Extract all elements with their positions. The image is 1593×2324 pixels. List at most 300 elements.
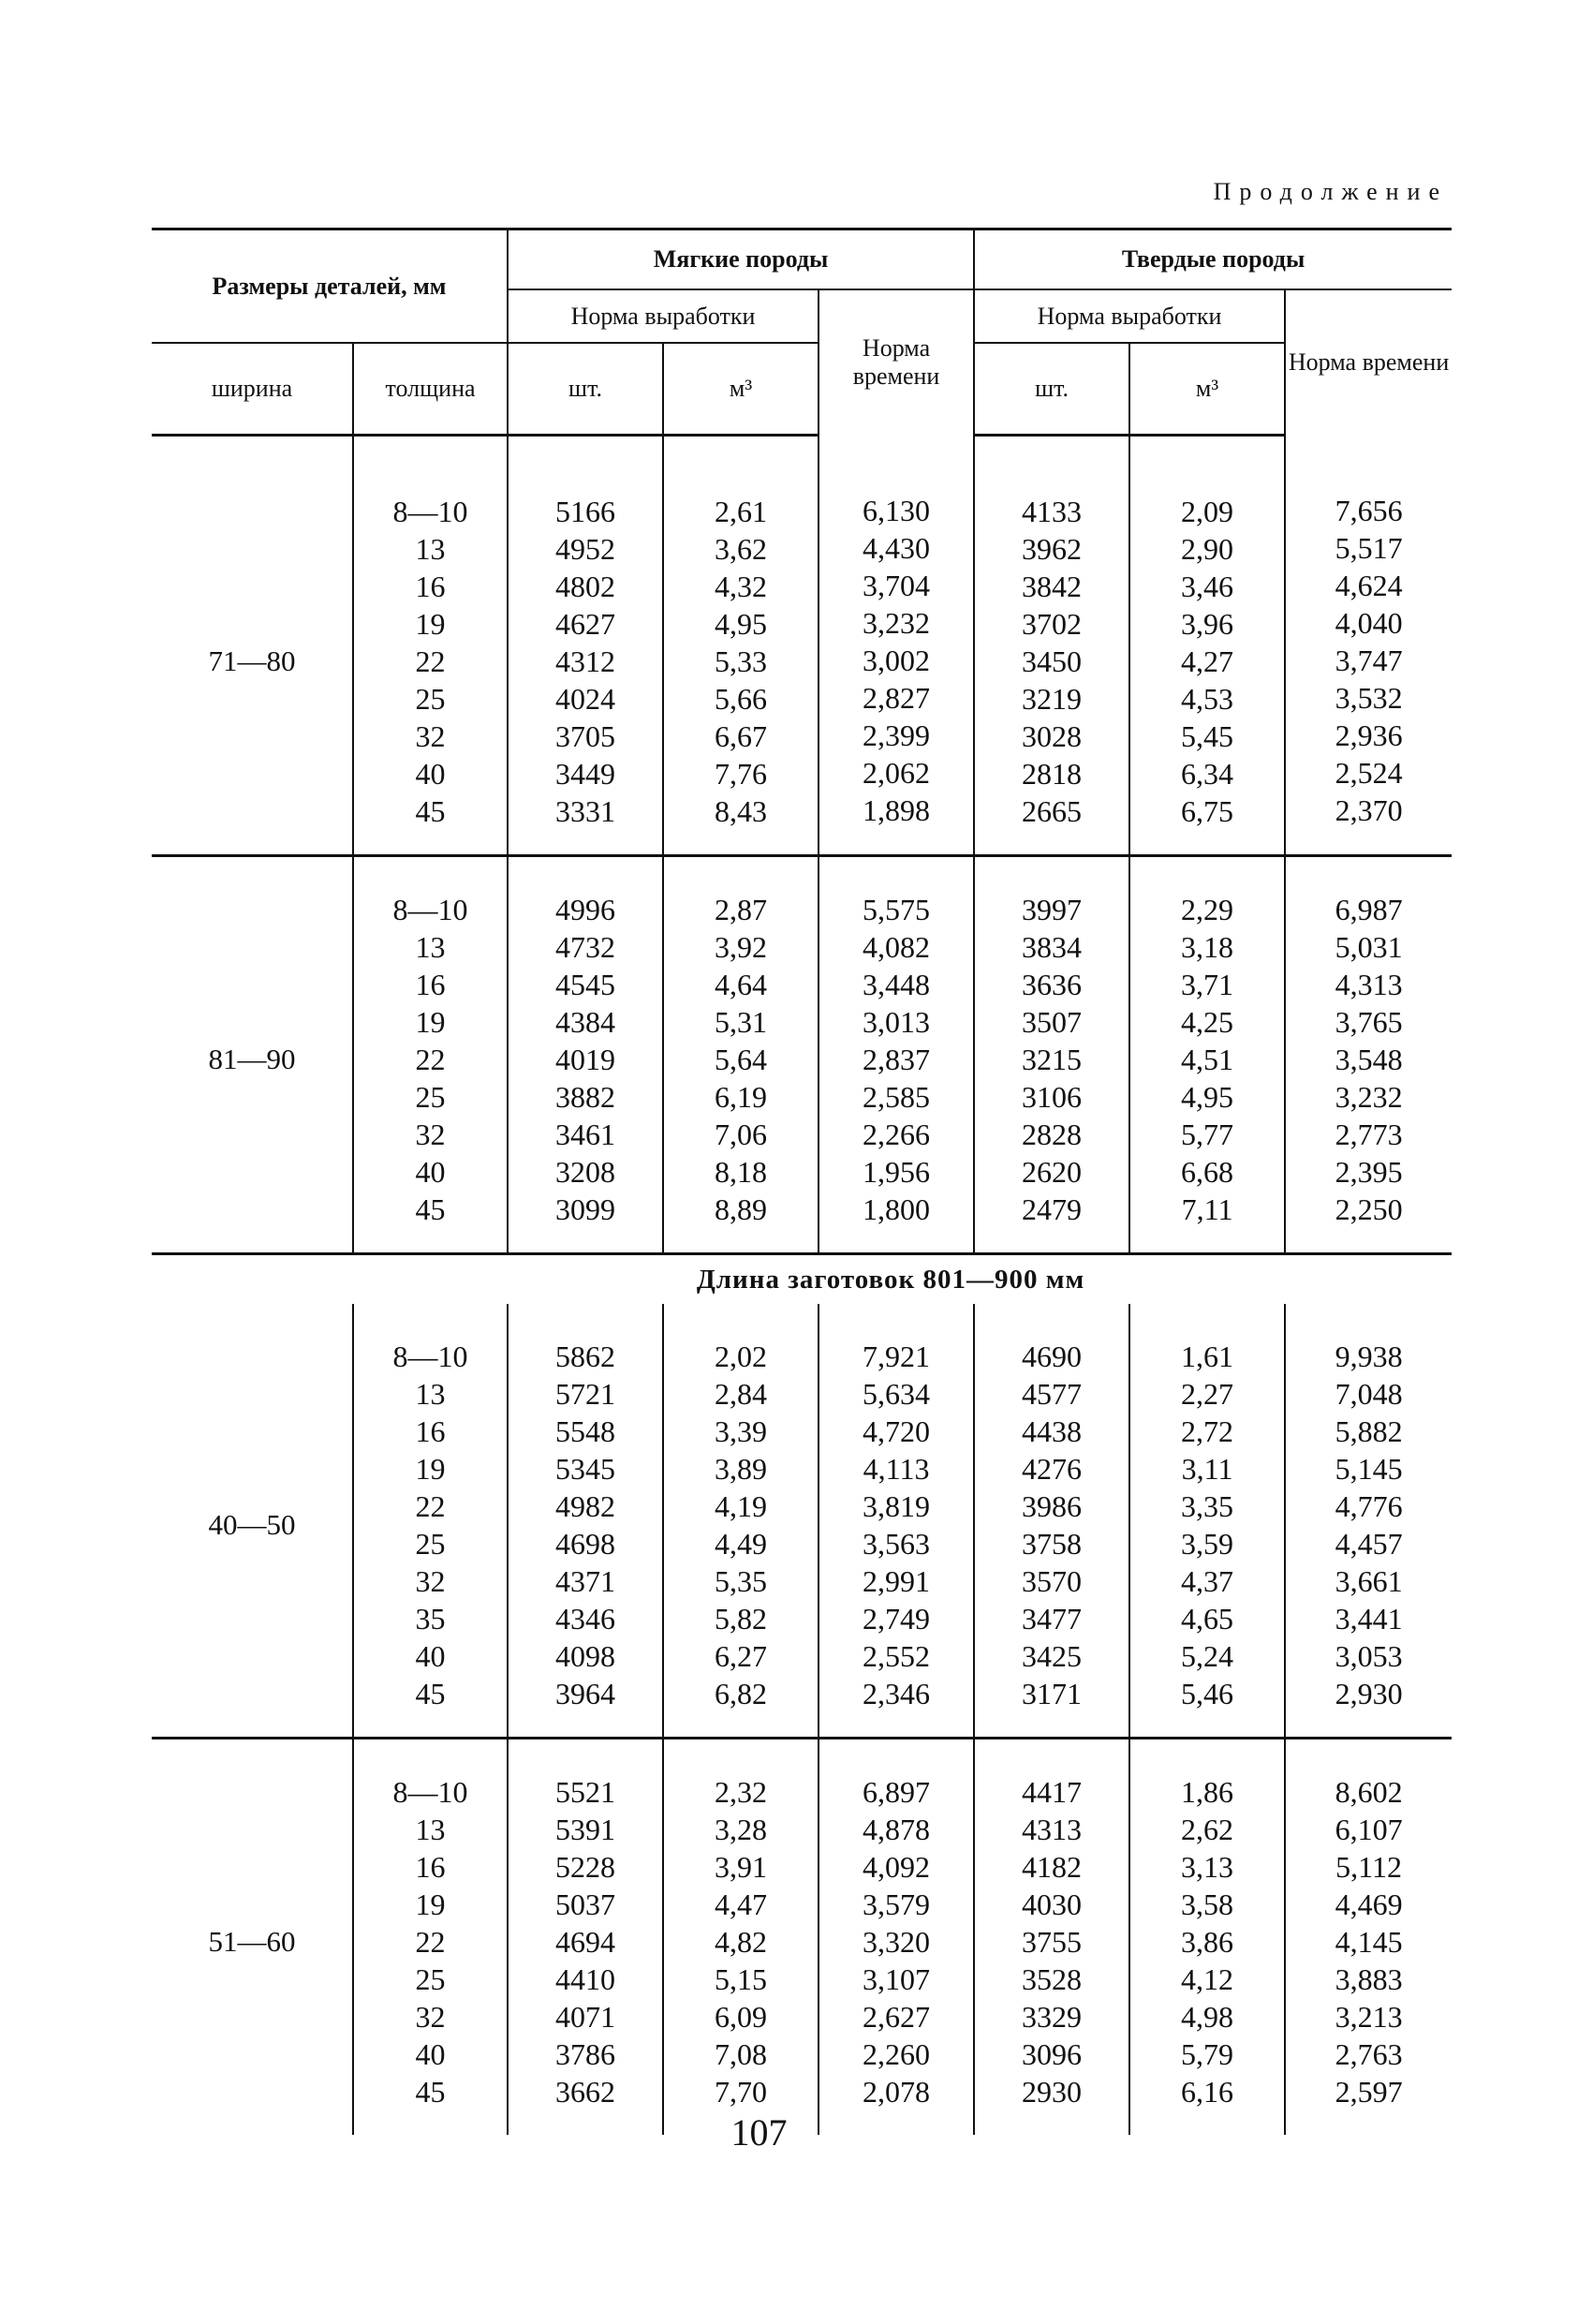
thickness-value: 16: [415, 1850, 446, 1884]
soft-time-value: 3,579: [863, 1887, 931, 1921]
hard-m3-value: 3,59: [1181, 1527, 1234, 1561]
soft-time-value: 4,092: [863, 1850, 931, 1884]
soft-time-value: 2,062: [863, 755, 931, 790]
hard-time-column: [1285, 436, 1452, 856]
hard-pcs-value: 3842: [1022, 570, 1083, 603]
soft-m3-value: 2,84: [715, 1377, 768, 1411]
hard-m3-value: 3,96: [1181, 607, 1234, 641]
hard-m3-value: 3,18: [1181, 930, 1234, 964]
soft-time-value: 4,082: [863, 930, 931, 964]
soft-m3-value: 4,47: [715, 1887, 768, 1921]
soft-m3-value: 4,32: [715, 570, 768, 603]
soft-m3-value: 3,92: [715, 930, 768, 964]
soft-time-value: 2,346: [863, 1677, 931, 1710]
hard-m3-value: 6,16: [1181, 2075, 1234, 2109]
soft-m3-value: 7,06: [715, 1118, 768, 1151]
hard-m3-value: 2,09: [1181, 495, 1234, 528]
soft-m3-value: 4,95: [715, 607, 768, 641]
hard-m3-value: 4,53: [1181, 682, 1234, 716]
hard-m3-value: 4,51: [1181, 1043, 1234, 1076]
soft-m3-value: 3,62: [715, 532, 768, 566]
soft-pcs-value: 3461: [555, 1118, 616, 1151]
hard-time-column: [1285, 857, 1452, 1254]
soft-m3-value: 5,15: [715, 1962, 768, 1996]
hard-m3-value: 6,68: [1181, 1155, 1234, 1189]
hard-time-value: 6,987: [1335, 893, 1403, 926]
hard-time-value: 4,457: [1335, 1527, 1403, 1561]
header-sizes: Размеры деталей, мм: [152, 229, 508, 344]
soft-m3-value: 6,67: [715, 719, 768, 753]
thickness-value: 8—10: [392, 893, 468, 926]
hard-m3-value: 3,46: [1181, 570, 1234, 603]
soft-m3-value: 2,02: [715, 1340, 768, 1373]
hard-time-value: 5,031: [1335, 930, 1403, 964]
soft-pcs-column: [508, 1739, 663, 2135]
soft-pcs-value: 5345: [555, 1452, 616, 1486]
thickness-value: 25: [415, 1962, 446, 1996]
hard-pcs-value: 2620: [1022, 1155, 1083, 1189]
soft-pcs-value: 3786: [555, 2037, 616, 2071]
table-block: [152, 857, 1452, 1254]
hard-time-value: 2,370: [1335, 792, 1403, 827]
thickness-column: [353, 857, 508, 1254]
table-body: [152, 436, 1452, 2136]
hard-m3-value: 2,62: [1181, 1813, 1234, 1846]
hard-pcs-value: 3450: [1022, 644, 1083, 678]
thickness-value: 13: [415, 532, 446, 566]
soft-time-value: 4,430: [863, 530, 931, 565]
hard-pcs-value: 4313: [1022, 1813, 1083, 1846]
norms-table: [152, 228, 1452, 2135]
soft-time-value: 1,956: [863, 1155, 931, 1189]
thickness-value: 25: [415, 1080, 446, 1114]
hard-time-value: 5,145: [1335, 1452, 1403, 1486]
hard-time-value: 2,773: [1335, 1118, 1403, 1151]
soft-pcs-value: 3331: [555, 794, 616, 828]
hard-time-value: 3,053: [1335, 1639, 1403, 1673]
thickness-value: 19: [415, 1887, 446, 1921]
soft-m3-value: 4,82: [715, 1925, 768, 1959]
hard-m3-column: [1129, 436, 1285, 856]
hard-pcs-value: 3219: [1022, 682, 1083, 716]
thickness-value: 16: [415, 1414, 446, 1448]
soft-m3-value: 3,28: [715, 1813, 768, 1846]
hard-time-value: 5,882: [1335, 1414, 1403, 1448]
header-hard-pcs: шт.: [974, 343, 1129, 436]
hard-m3-value: 5,77: [1181, 1118, 1234, 1151]
header-soft-m3: м³: [663, 343, 819, 436]
hard-time-column: [1285, 1739, 1452, 2135]
hard-time-value: 5,517: [1335, 530, 1403, 565]
table-block: [152, 436, 1452, 856]
thickness-value: 32: [415, 1564, 446, 1598]
soft-time-column: [819, 1304, 974, 1739]
header-hard-m3: м³: [1129, 343, 1285, 436]
soft-pcs-value: 3882: [555, 1080, 616, 1114]
soft-time-value: 3,448: [863, 968, 931, 1001]
hard-pcs-value: 3834: [1022, 930, 1083, 964]
hard-time-value: 3,232: [1335, 1080, 1403, 1114]
hard-time-value: 4,776: [1335, 1489, 1403, 1523]
hard-time-value: 3,747: [1335, 643, 1403, 677]
soft-time-value: 3,704: [863, 568, 931, 602]
thickness-value: 19: [415, 1452, 446, 1486]
hard-time-value: 2,524: [1335, 755, 1403, 790]
hard-pcs-value: 3962: [1022, 532, 1083, 566]
thickness-value: 13: [415, 1813, 446, 1846]
thickness-value: 16: [415, 570, 446, 603]
hard-m3-value: 2,29: [1181, 893, 1234, 926]
soft-time-value: 3,107: [863, 1962, 931, 1996]
soft-pcs-value: 5166: [555, 495, 616, 528]
soft-m3-value: 3,39: [715, 1414, 768, 1448]
thickness-value: 45: [415, 1677, 446, 1710]
soft-time-value: 3,320: [863, 1925, 931, 1959]
hard-pcs-value: 3997: [1022, 893, 1083, 926]
hard-pcs-value: 3702: [1022, 607, 1083, 641]
soft-m3-value: 3,91: [715, 1850, 768, 1884]
hard-m3-value: 6,34: [1181, 757, 1234, 791]
hard-pcs-value: 3215: [1022, 1043, 1083, 1076]
soft-m3-column: [663, 1739, 819, 2135]
soft-pcs-value: 4732: [555, 930, 616, 964]
hard-pcs-value: 3570: [1022, 1564, 1083, 1598]
hard-pcs-value: 4417: [1022, 1775, 1083, 1809]
hard-pcs-value: 4030: [1022, 1887, 1083, 1921]
hard-time-column: [1285, 1304, 1452, 1739]
soft-time-value: 1,800: [863, 1192, 931, 1226]
soft-m3-value: 6,27: [715, 1639, 768, 1673]
hard-m3-value: 4,65: [1181, 1602, 1234, 1636]
hard-m3-value: 3,58: [1181, 1887, 1234, 1921]
thickness-value: 25: [415, 682, 446, 716]
hard-m3-value: 1,86: [1181, 1775, 1234, 1809]
thickness-value: 22: [415, 1489, 446, 1523]
hard-pcs-value: 2665: [1022, 794, 1083, 828]
hard-time-value: 7,048: [1335, 1377, 1403, 1411]
hard-pcs-value: 4276: [1022, 1452, 1083, 1486]
soft-m3-value: 2,61: [715, 495, 768, 528]
soft-m3-value: 5,31: [715, 1005, 768, 1039]
hard-pcs-value: 4438: [1022, 1414, 1083, 1448]
hard-m3-column: [1129, 1304, 1285, 1739]
thickness-value: 8—10: [392, 1775, 468, 1809]
hard-m3-value: 5,46: [1181, 1677, 1234, 1710]
hard-pcs-value: 3507: [1022, 1005, 1083, 1039]
soft-pcs-value: 4410: [555, 1962, 616, 1996]
soft-time-value: 3,002: [863, 643, 931, 677]
thickness-value: 45: [415, 1192, 446, 1226]
soft-pcs-value: 4996: [555, 893, 616, 926]
soft-pcs-value: 3099: [555, 1192, 616, 1226]
soft-m3-value: 6,09: [715, 2000, 768, 2034]
soft-m3-value: 5,33: [715, 644, 768, 678]
page-number: 107: [730, 2111, 788, 2154]
hard-pcs-value: 2818: [1022, 757, 1083, 791]
hard-pcs-value: 2479: [1022, 1192, 1083, 1226]
soft-time-value: 4,113: [863, 1452, 930, 1486]
hard-time-value: 3,532: [1335, 680, 1403, 715]
hard-time-value: 2,395: [1335, 1155, 1403, 1189]
hard-m3-value: 2,27: [1181, 1377, 1234, 1411]
header-soft-pcs: шт.: [508, 343, 663, 436]
thickness-value: 40: [415, 2037, 446, 2071]
soft-time-value: 7,921: [863, 1340, 931, 1373]
soft-pcs-value: 3705: [555, 719, 616, 753]
hard-time-value: 2,930: [1335, 1677, 1403, 1710]
hard-m3-value: 6,75: [1181, 794, 1234, 828]
soft-pcs-value: 4071: [555, 2000, 616, 2034]
hard-pcs-value: 4182: [1022, 1850, 1083, 1884]
soft-m3-value: 8,18: [715, 1155, 768, 1189]
hard-pcs-value: 3028: [1022, 719, 1083, 753]
soft-time-value: 5,575: [863, 893, 931, 926]
hard-time-value: 4,145: [1335, 1925, 1403, 1959]
hard-time-value: 8,602: [1335, 1775, 1403, 1809]
hard-pcs-value: 4690: [1022, 1340, 1083, 1373]
hard-m3-value: 5,24: [1181, 1639, 1234, 1673]
thickness-value: 32: [415, 719, 446, 753]
soft-pcs-value: 5228: [555, 1850, 616, 1884]
soft-time-value: 3,819: [863, 1489, 931, 1523]
section-title-cell: [152, 1255, 1452, 1304]
soft-m3-value: 8,43: [715, 794, 768, 828]
hard-pcs-value: 3329: [1022, 2000, 1083, 2034]
soft-pcs-value: 5548: [555, 1414, 616, 1448]
thickness-value: 19: [415, 607, 446, 641]
soft-pcs-value: 4371: [555, 1564, 616, 1598]
hard-pcs-value: 3528: [1022, 1962, 1083, 1996]
soft-pcs-value: 4312: [555, 644, 616, 678]
soft-m3-value: 2,32: [715, 1775, 768, 1809]
hard-m3-value: 3,11: [1181, 1452, 1233, 1486]
soft-time-value: 2,585: [863, 1080, 931, 1114]
soft-time-value: 2,399: [863, 718, 931, 752]
thickness-value: 32: [415, 2000, 446, 2034]
thickness-value: 13: [415, 930, 446, 964]
soft-m3-value: 5,66: [715, 682, 768, 716]
soft-time-value: 6,130: [863, 493, 931, 527]
hard-pcs-column: [974, 1304, 1129, 1739]
hard-pcs-value: 3758: [1022, 1527, 1083, 1561]
header-width: ширина: [152, 343, 353, 436]
soft-m3-value: 4,49: [715, 1527, 768, 1561]
hard-pcs-value: 3986: [1022, 1489, 1083, 1523]
hard-pcs-value: 3171: [1022, 1677, 1083, 1710]
soft-pcs-value: 4098: [555, 1639, 616, 1673]
header-soft-output-norm: Норма выработки: [508, 289, 819, 343]
soft-pcs-value: 4627: [555, 607, 616, 641]
hard-time-value: 7,656: [1335, 493, 1403, 527]
soft-time-value: 2,627: [863, 2000, 931, 2034]
width-range: 71—80: [208, 644, 296, 677]
thickness-value: 16: [415, 968, 446, 1001]
thickness-value: 25: [415, 1527, 446, 1561]
soft-time-value: 2,078: [863, 2075, 931, 2109]
soft-pcs-value: 4952: [555, 532, 616, 566]
thickness-column: [353, 1304, 508, 1739]
soft-time-value: 1,898: [863, 792, 931, 827]
thickness-value: 22: [415, 644, 446, 678]
header-hard-time-norm: Норма времени: [1285, 289, 1452, 436]
header-soft-time-norm: Норма времени: [819, 289, 974, 436]
soft-pcs-value: 4019: [555, 1043, 616, 1076]
soft-time-value: 2,991: [863, 1564, 931, 1598]
hard-m3-column: [1129, 857, 1285, 1254]
hard-m3-column: [1129, 1739, 1285, 2135]
soft-m3-value: 6,19: [715, 1080, 768, 1114]
continuation-label: Продолжение: [1213, 178, 1448, 205]
hard-m3-value: 3,86: [1181, 1925, 1234, 1959]
soft-time-value: 2,837: [863, 1043, 931, 1076]
soft-time-value: 2,552: [863, 1639, 931, 1673]
table-block: [152, 1739, 1452, 2135]
hard-pcs-value: 3477: [1022, 1602, 1083, 1636]
thickness-value: 8—10: [392, 495, 468, 528]
thickness-value: 45: [415, 794, 446, 828]
hard-pcs-value: 2828: [1022, 1118, 1083, 1151]
hard-time-value: 5,112: [1335, 1850, 1402, 1884]
soft-time-value: 2,260: [863, 2037, 931, 2071]
soft-time-column: [819, 1739, 974, 2135]
soft-m3-column: [663, 436, 819, 856]
hard-m3-value: 1,61: [1181, 1340, 1234, 1373]
soft-time-value: 4,720: [863, 1414, 931, 1448]
hard-pcs-value: 3636: [1022, 968, 1083, 1001]
soft-time-column: [819, 436, 974, 856]
soft-m3-column: [663, 857, 819, 1254]
hard-m3-value: 4,98: [1181, 2000, 1234, 2034]
soft-time-value: 3,013: [863, 1005, 931, 1039]
hard-pcs-column: [974, 436, 1129, 856]
thickness-value: 22: [415, 1925, 446, 1959]
hard-pcs-value: 3755: [1022, 1925, 1083, 1959]
section-title-row: [152, 1255, 1452, 1304]
soft-pcs-column: [508, 436, 663, 856]
soft-pcs-value: 3208: [555, 1155, 616, 1189]
table-block: [152, 1304, 1452, 1739]
soft-time-column: [819, 857, 974, 1254]
soft-time-value: 5,634: [863, 1377, 931, 1411]
soft-time-value: 4,878: [863, 1813, 931, 1846]
hard-time-value: 3,661: [1335, 1564, 1403, 1598]
hard-time-value: 3,441: [1335, 1602, 1403, 1636]
hard-m3-value: 5,45: [1181, 719, 1234, 753]
thickness-column: [353, 436, 508, 856]
header-hard-output-norm: Норма выработки: [974, 289, 1285, 343]
hard-time-value: 4,469: [1335, 1887, 1403, 1921]
hard-pcs-value: 3106: [1022, 1080, 1083, 1114]
soft-time-value: 6,897: [863, 1775, 931, 1809]
hard-pcs-value: 4133: [1022, 495, 1083, 528]
soft-pcs-value: 3449: [555, 757, 616, 791]
hard-m3-value: 4,12: [1181, 1962, 1234, 1996]
soft-time-value: 2,266: [863, 1118, 931, 1151]
soft-m3-value: 8,89: [715, 1192, 768, 1226]
hard-pcs-column: [974, 1739, 1129, 2135]
soft-pcs-value: 4698: [555, 1527, 616, 1561]
width-range: 40—50: [208, 1508, 296, 1541]
soft-time-value: 3,563: [863, 1527, 931, 1561]
soft-pcs-value: 3964: [555, 1677, 616, 1710]
width-range: 51—60: [208, 1925, 296, 1958]
hard-time-value: 4,313: [1335, 968, 1403, 1001]
soft-pcs-value: 4982: [555, 1489, 616, 1523]
soft-time-value: 2,827: [863, 680, 931, 715]
header-hard-woods: Твердые породы: [974, 229, 1452, 290]
hard-time-value: 3,883: [1335, 1962, 1403, 1996]
soft-m3-value: 5,82: [715, 1602, 768, 1636]
soft-pcs-column: [508, 857, 663, 1254]
hard-time-value: 4,624: [1335, 568, 1403, 602]
soft-m3-value: 4,19: [715, 1489, 768, 1523]
thickness-value: 19: [415, 1005, 446, 1039]
soft-pcs-value: 4346: [555, 1602, 616, 1636]
soft-m3-value: 5,64: [715, 1043, 768, 1076]
soft-time-value: 3,232: [863, 605, 931, 640]
hard-m3-value: 3,35: [1181, 1489, 1234, 1523]
thickness-value: 40: [415, 1155, 446, 1189]
thickness-value: 35: [415, 1602, 446, 1636]
hard-m3-value: 4,37: [1181, 1564, 1234, 1598]
hard-time-value: 3,213: [1335, 2000, 1403, 2034]
soft-m3-value: 7,08: [715, 2037, 768, 2071]
section-title: Длина заготовок 801—900 мм: [696, 1264, 1085, 1295]
hard-m3-value: 7,11: [1181, 1192, 1233, 1226]
thickness-value: 45: [415, 2075, 446, 2109]
soft-pcs-value: 5862: [555, 1340, 616, 1373]
thickness-value: 8—10: [392, 1340, 468, 1373]
hard-m3-value: 4,95: [1181, 1080, 1234, 1114]
thickness-value: 22: [415, 1043, 446, 1076]
soft-pcs-value: 5721: [555, 1377, 616, 1411]
table-header: [152, 229, 1452, 436]
thickness-column: [353, 1739, 508, 2135]
hard-time-value: 2,936: [1335, 718, 1403, 752]
hard-time-value: 6,107: [1335, 1813, 1403, 1846]
soft-m3-value: 6,82: [715, 1677, 768, 1710]
hard-m3-value: 5,79: [1181, 2037, 1234, 2071]
hard-time-value: 2,250: [1335, 1192, 1403, 1226]
soft-pcs-value: 4545: [555, 968, 616, 1001]
soft-time-value: 2,749: [863, 1602, 931, 1636]
hard-m3-value: 4,25: [1181, 1005, 1234, 1039]
thickness-value: 40: [415, 757, 446, 791]
soft-m3-value: 7,76: [715, 757, 768, 791]
hard-pcs-value: 3096: [1022, 2037, 1083, 2071]
soft-pcs-value: 5521: [555, 1775, 616, 1809]
soft-pcs-value: 4024: [555, 682, 616, 716]
soft-m3-value: 4,64: [715, 968, 768, 1001]
soft-pcs-value: 4384: [555, 1005, 616, 1039]
hard-pcs-value: 2930: [1022, 2075, 1083, 2109]
hard-time-value: 2,597: [1335, 2075, 1403, 2109]
soft-pcs-value: 4694: [555, 1925, 616, 1959]
soft-pcs-value: 5391: [555, 1813, 616, 1846]
hard-m3-value: 3,13: [1181, 1850, 1234, 1884]
hard-m3-value: 2,90: [1181, 532, 1234, 566]
soft-m3-value: 5,35: [715, 1564, 768, 1598]
thickness-value: 13: [415, 1377, 446, 1411]
hard-time-value: 9,938: [1335, 1340, 1403, 1373]
soft-pcs-column: [508, 1304, 663, 1739]
soft-m3-column: [663, 1304, 819, 1739]
hard-time-value: 2,763: [1335, 2037, 1403, 2071]
hard-time-value: 3,765: [1335, 1005, 1403, 1039]
hard-m3-value: 3,71: [1181, 968, 1234, 1001]
soft-m3-value: 3,89: [715, 1452, 768, 1486]
hard-pcs-column: [974, 857, 1129, 1254]
